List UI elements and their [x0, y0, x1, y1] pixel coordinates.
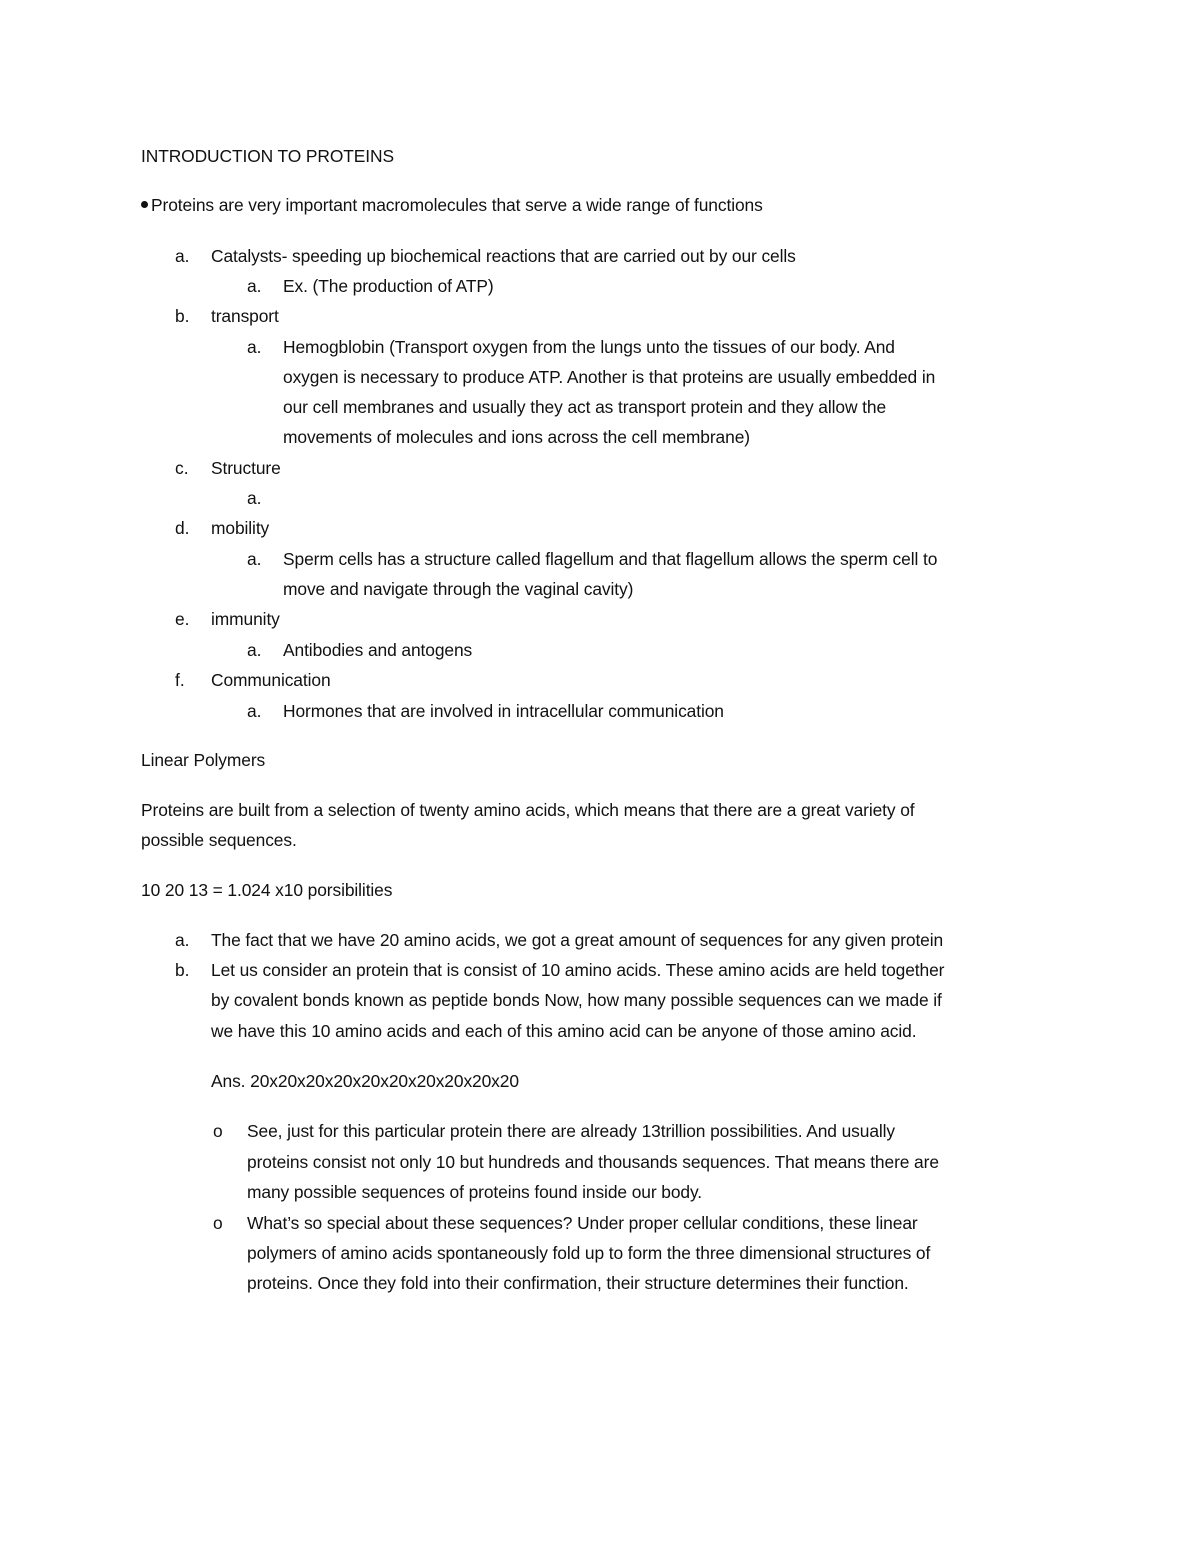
section-heading: Linear Polymers [141, 750, 266, 770]
note-text: proteins. Once they fold into their confirmation, their structure determines their function. [247, 1273, 909, 1293]
function-label-catalysts: Catalysts- speeding up biochemical reactions that are carried out by our cells [211, 246, 796, 266]
function-label-transport: transport [211, 306, 279, 326]
point-text: we have this 10 amino acids and each of this amino acid can be anyone of those amino acid. [211, 1021, 917, 1041]
document-title: INTRODUCTION TO PROTEINS [141, 146, 394, 166]
function-marker: f. [175, 670, 185, 690]
sub-marker: a. [247, 701, 262, 721]
sub-item-text: Sperm cells has a structure called flagellum and that flagellum allows the sperm cell to [283, 549, 938, 569]
note-text: See, just for this particular protein there are already 13trillion possibilities. And usually [247, 1121, 896, 1141]
sub-item-text: Ex. (The production of ATP) [283, 276, 494, 296]
intro-bullet-text: Proteins are very important macromolecules that serve a wide range of functions [151, 195, 763, 215]
sub-marker: a. [247, 337, 262, 357]
point-marker: a. [175, 930, 190, 950]
paragraph-line: Proteins are built from a selection of twenty amino acids, which means that there are a great variety of [141, 800, 915, 820]
intro-bullet-line [141, 194, 763, 216]
sub-item-text: Hormones that are involved in intracellular communication [283, 701, 724, 721]
function-marker: d. [175, 518, 190, 538]
sub-item-text: move and navigate through the vaginal cavity) [283, 579, 634, 599]
point-marker: b. [175, 960, 190, 980]
function-label-immunity: immunity [211, 609, 280, 629]
note-bullet-icon: o [213, 1121, 223, 1141]
note-text: What’s so special about these sequences? Under proper cellular conditions, these linear [247, 1213, 918, 1233]
answer-line: Ans. 20x20x20x20x20x20x20x20x20x20 [211, 1071, 519, 1091]
note-text: many possible sequences of proteins found inside our body. [247, 1182, 703, 1202]
point-text: Let us consider an protein that is consist of 10 amino acids. These amino acids are held together [211, 960, 945, 980]
sub-item-text: oxygen is necessary to produce ATP. Another is that proteins are usually embedded in [283, 367, 936, 387]
sub-marker: a. [247, 488, 262, 508]
note-bullet-icon: o [213, 1213, 223, 1233]
function-marker: b. [175, 306, 190, 326]
point-text: The fact that we have 20 amino acids, we got a great amount of sequences for any given protein [211, 930, 944, 950]
sub-marker: a. [247, 640, 262, 660]
equation-line: 10 20 13 = 1.024 x10 porsibilities [141, 880, 393, 900]
sub-marker: a. [247, 276, 262, 296]
function-marker: a. [175, 246, 190, 266]
sub-marker: a. [247, 549, 262, 569]
note-text: proteins consist not only 10 but hundreds and thousands sequences. That means there are [247, 1152, 939, 1172]
point-text: by covalent bonds known as peptide bonds Now, how many possible sequences can we made if [211, 990, 942, 1010]
sub-item-text: our cell membranes and usually they act as transport protein and they allow the [283, 397, 887, 417]
note-text: polymers of amino acids spontaneously fold up to form the three dimensional structures of [247, 1243, 931, 1263]
sub-item-text: movements of molecules and ions across the cell membrane) [283, 427, 750, 447]
paragraph-line: possible sequences. [141, 830, 297, 850]
sub-item-text: Antibodies and antogens [283, 640, 473, 660]
bullet-icon [141, 201, 148, 208]
function-marker: e. [175, 609, 190, 629]
sub-item-text: Hemogblobin (Transport oxygen from the lungs unto the tissues of our body. And [283, 337, 895, 357]
function-label-communication: Communication [211, 670, 331, 690]
function-label-mobility: mobility [211, 518, 270, 538]
function-marker: c. [175, 458, 189, 478]
function-label-structure: Structure [211, 458, 281, 478]
